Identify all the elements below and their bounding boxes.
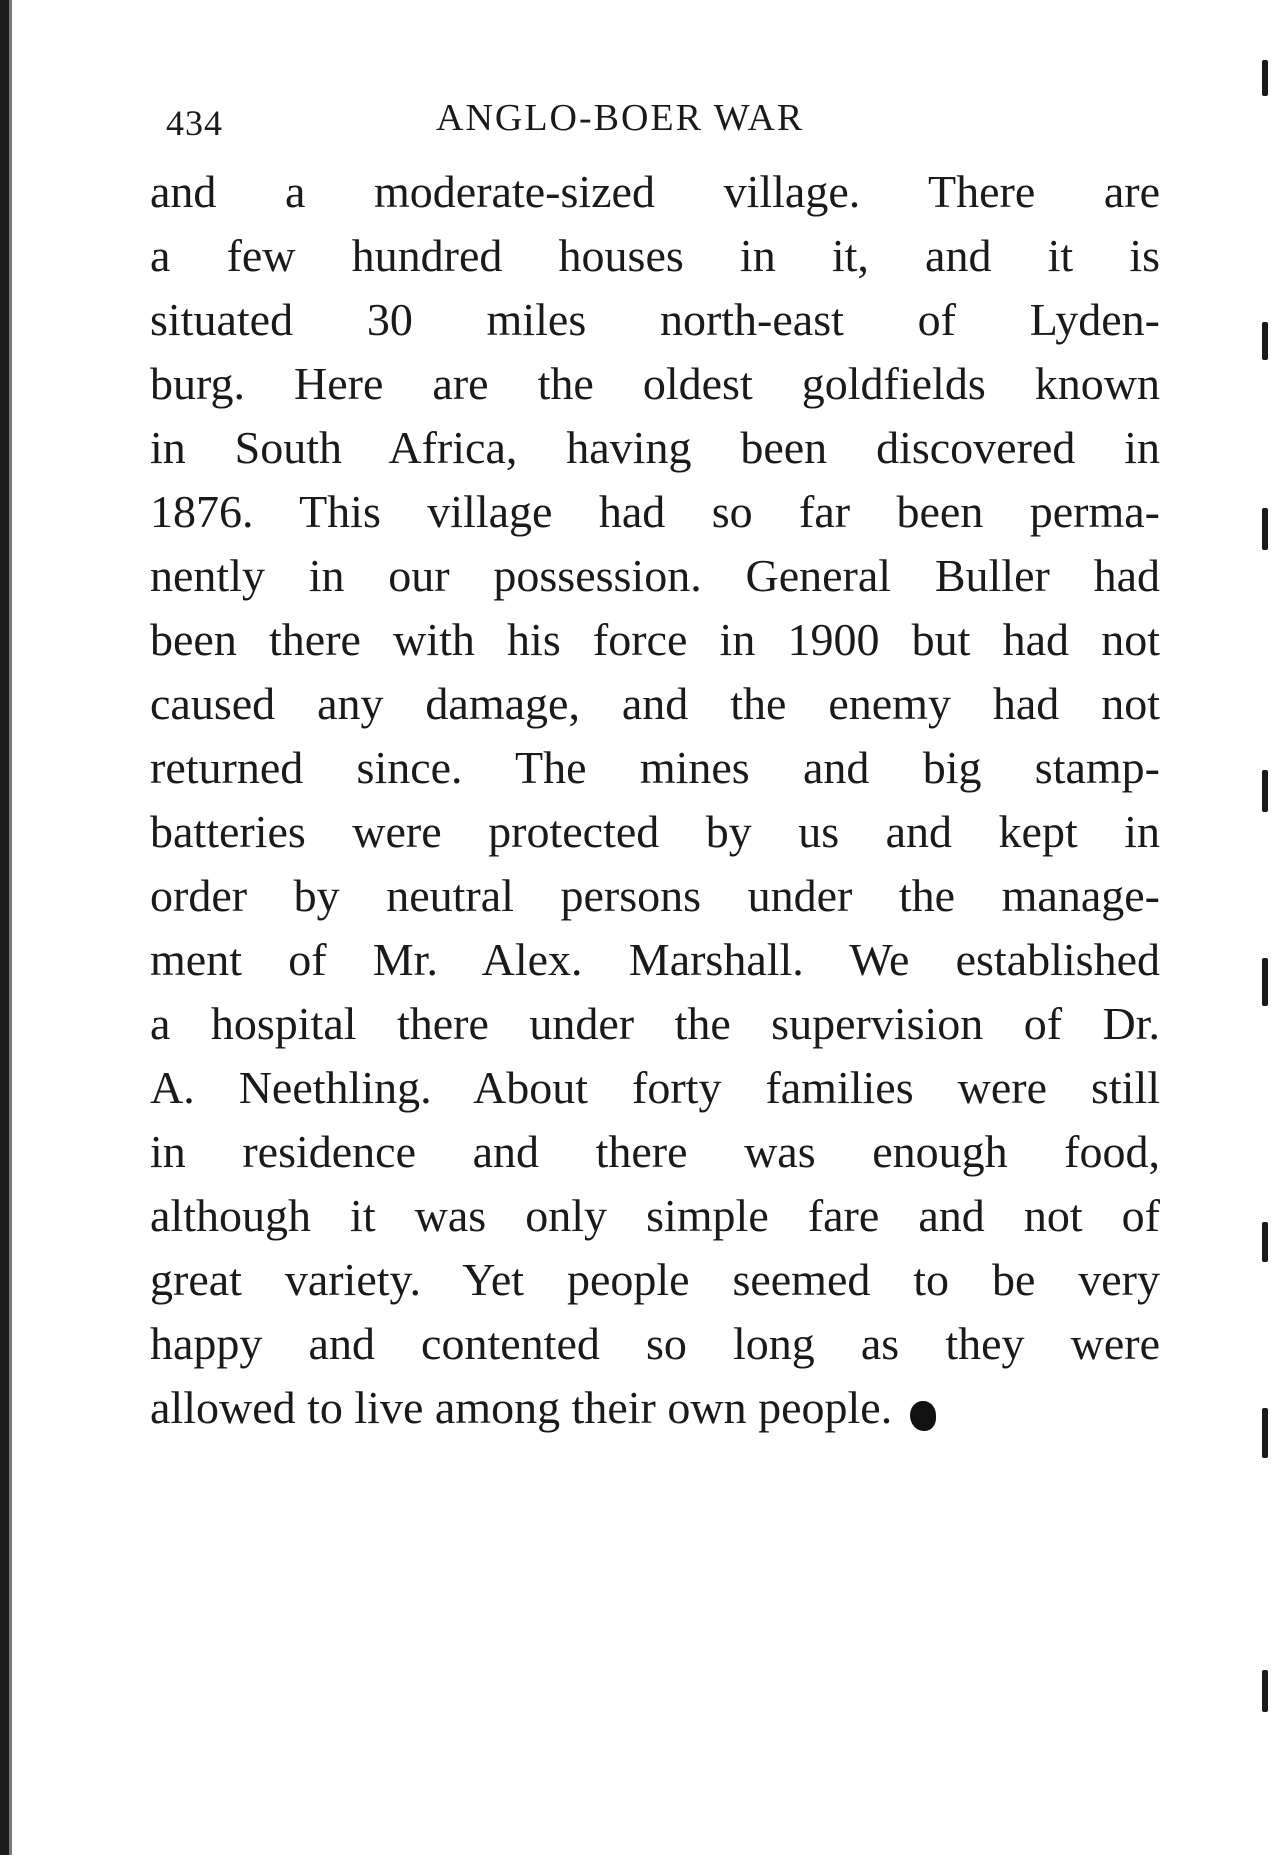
edge-scan-mark — [1262, 508, 1268, 550]
page-number: 434 — [166, 103, 223, 143]
page-header — [166, 96, 1166, 156]
text-line: been there with his force in 1900 but had not — [150, 614, 1160, 665]
text-line: in South Africa, having been discovered in — [150, 422, 1160, 473]
text-line: great variety. Yet people seemed to be very — [150, 1254, 1160, 1305]
running-title: ANGLO-BOER WAR — [436, 97, 805, 139]
text-line: a few hundred houses in it, and it is — [150, 230, 1160, 281]
page-spine-edge — [9, 0, 12, 1855]
edge-scan-mark — [1262, 770, 1268, 812]
text-line: 1876. This village had so far been perma- — [150, 486, 1160, 537]
text-line: a hospital there under the supervision of Dr. — [150, 998, 1160, 1049]
text-line: happy and contented so long as they were — [150, 1318, 1160, 1369]
text-line: caused any damage, and the enemy had not — [150, 678, 1160, 729]
text-line: nently in our possession. General Buller had — [150, 550, 1160, 601]
edge-scan-mark — [1262, 1408, 1268, 1458]
text-line: although it was only simple fare and not of — [150, 1190, 1160, 1241]
text-line: returned since. The mines and big stamp- — [150, 742, 1160, 793]
edge-scan-mark — [1262, 1222, 1268, 1262]
edge-scan-mark — [1262, 60, 1268, 96]
text-line: A. Neethling. About forty families were still — [150, 1062, 1160, 1113]
text-line: situated 30 miles north-east of Lyden- — [150, 294, 1160, 345]
text-line: in residence and there was enough food, — [150, 1126, 1160, 1177]
page-spine-shadow — [0, 0, 9, 1855]
text-line-last-text: allowed to live among their own people. — [150, 1382, 893, 1433]
text-line: burg. Here are the oldest goldfields known — [150, 358, 1160, 409]
ink-blot-mark — [910, 1401, 936, 1431]
text-line-last — [150, 1376, 1160, 1440]
edge-scan-mark — [1262, 958, 1268, 1006]
edge-scan-mark — [1262, 322, 1268, 360]
text-line: and a moderate-sized village. There are — [150, 166, 1160, 217]
edge-scan-mark — [1262, 1670, 1268, 1712]
text-line: ment of Mr. Alex. Marshall. We established — [150, 934, 1160, 985]
text-line: order by neutral persons under the manage- — [150, 870, 1160, 921]
text-line: batteries were protected by us and kept in — [150, 806, 1160, 857]
body-text — [150, 160, 1160, 1440]
